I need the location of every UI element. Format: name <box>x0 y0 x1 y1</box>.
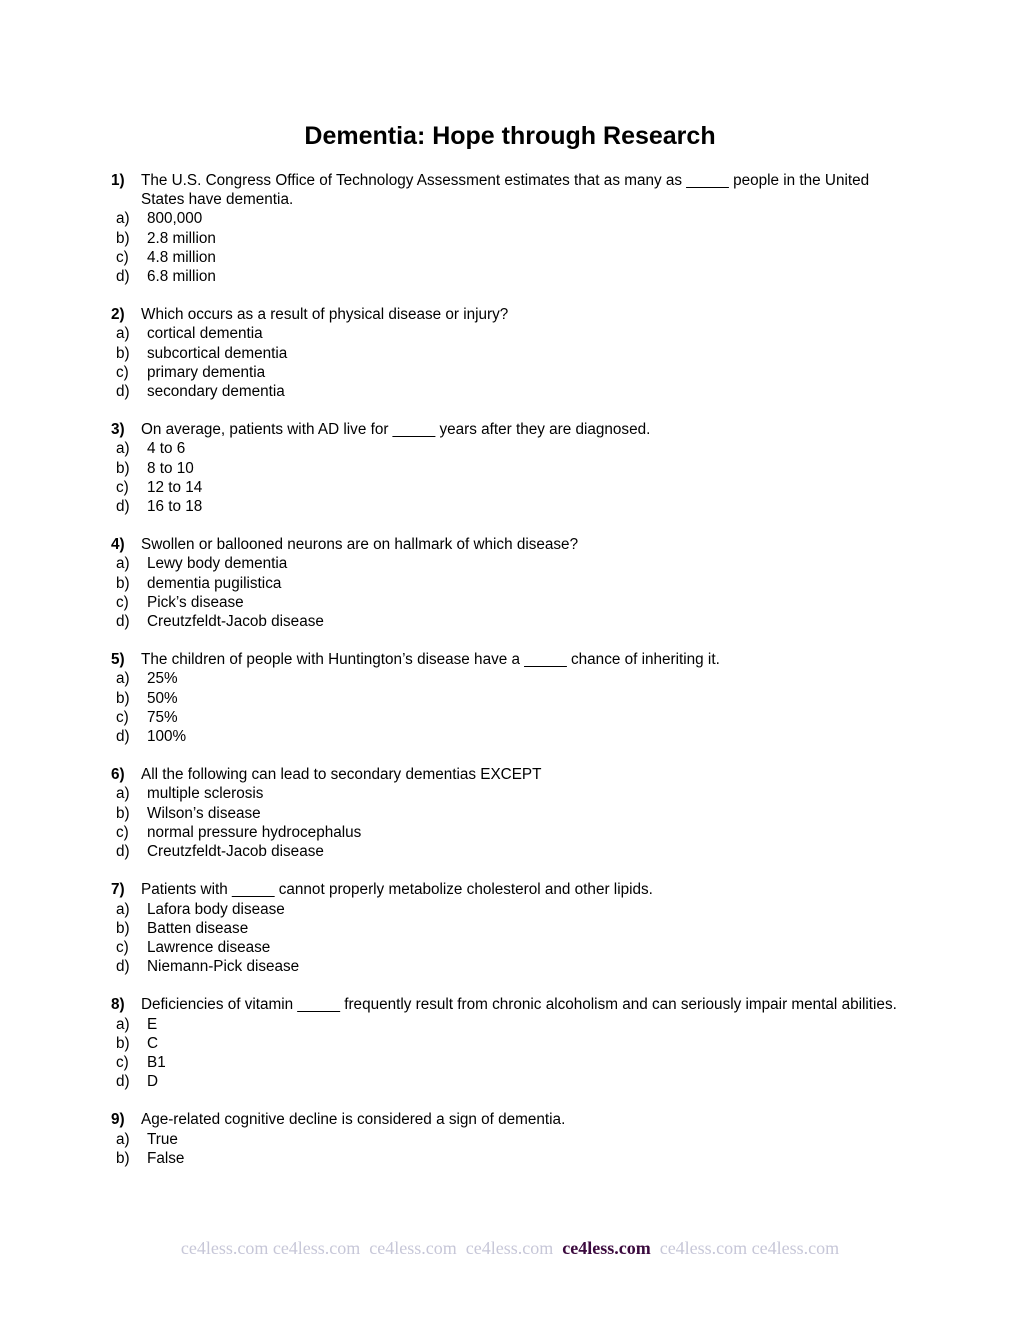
option-text: 16 to 18 <box>147 498 203 516</box>
option-text: B1 <box>147 1053 166 1071</box>
option-letter: c) <box>116 708 129 726</box>
option-letter: d) <box>116 498 130 516</box>
option-text: Pick’s disease <box>147 593 244 611</box>
option-text: C <box>147 1034 159 1052</box>
answer-option <box>111 229 911 248</box>
footer-main-link[interactable]: ce4less.com <box>562 1238 651 1258</box>
option-letter: c) <box>116 938 129 956</box>
page-title: Dementia: Hope through Research <box>304 122 716 150</box>
answer-option <box>111 727 911 746</box>
option-text: 8 to 10 <box>147 459 194 477</box>
question-number: 1) <box>111 172 125 189</box>
answer-option <box>111 784 911 803</box>
answer-option <box>111 554 911 573</box>
option-text: multiple sclerosis <box>147 785 264 803</box>
option-letter: d) <box>116 383 130 401</box>
answer-option <box>111 612 911 631</box>
question-text: The children of people with Huntington’s disease have a _____ chance of inheriting it. <box>141 651 720 669</box>
question-number: 8) <box>111 996 125 1014</box>
option-text: 4 to 6 <box>147 440 186 458</box>
footer-link[interactable]: ce4less.com <box>659 1238 748 1258</box>
option-text: Creutzfeldt-Jacob disease <box>147 843 324 861</box>
option-letter: a) <box>116 555 130 573</box>
question-text: Deficiencies of vitamin _____ frequently result from chronic alcoholism and can seriously impair mental abilities. <box>141 996 897 1014</box>
option-text: 800,000 <box>147 210 203 228</box>
answer-option <box>111 957 911 976</box>
answer-option <box>111 842 911 861</box>
option-letter: c) <box>116 248 129 266</box>
answer-option <box>111 804 911 823</box>
option-letter: c) <box>116 823 129 841</box>
option-letter: d) <box>116 1073 130 1091</box>
question-text: Patients with _____ cannot properly metabolize cholesterol and other lipids. <box>141 881 653 899</box>
question-list <box>111 171 911 1187</box>
option-text: 75% <box>147 708 178 726</box>
option-letter: b) <box>116 1034 130 1052</box>
footer-links <box>0 1238 1020 1259</box>
option-text: False <box>147 1149 185 1167</box>
question-number: 5) <box>111 651 125 669</box>
option-text: primary dementia <box>147 363 266 381</box>
option-letter: c) <box>116 478 129 496</box>
footer-link[interactable]: ce4less.com <box>369 1238 457 1258</box>
answer-option <box>111 1072 911 1091</box>
answer-option <box>111 919 911 938</box>
option-text: 4.8 million <box>147 248 216 266</box>
option-letter: b) <box>116 574 130 592</box>
answer-option <box>111 267 911 286</box>
answer-option <box>111 593 911 612</box>
option-text: 12 to 14 <box>147 478 203 496</box>
option-letter: a) <box>116 440 130 458</box>
option-text: Lafora body disease <box>147 900 285 918</box>
answer-option <box>111 209 911 228</box>
option-letter: a) <box>116 1130 130 1148</box>
answer-option <box>111 1130 911 1149</box>
answer-option <box>111 1053 911 1072</box>
option-letter: d) <box>116 728 130 746</box>
option-text: E <box>147 1015 158 1033</box>
option-letter: b) <box>116 1149 130 1167</box>
question-4 <box>111 535 911 631</box>
question-number: 4) <box>111 536 125 554</box>
question-text: On average, patients with AD live for _____ years after they are diagnosed. <box>141 421 651 439</box>
option-letter: a) <box>116 1015 130 1033</box>
answer-option <box>111 1034 911 1053</box>
answer-option <box>111 478 911 497</box>
answer-option <box>111 344 911 363</box>
question-1 <box>111 171 911 286</box>
question-text: Swollen or ballooned neurons are on hallmark of which disease? <box>141 536 579 554</box>
option-text: Creutzfeldt-Jacob disease <box>147 613 324 631</box>
footer-link[interactable]: ce4less.com <box>465 1238 554 1258</box>
option-text: 100% <box>147 728 187 746</box>
answer-option <box>111 689 911 708</box>
option-text: 25% <box>147 670 178 688</box>
option-letter: c) <box>116 1053 129 1071</box>
answer-option <box>111 248 911 267</box>
option-letter: d) <box>116 613 130 631</box>
answer-option <box>111 324 911 343</box>
question-number: 9) <box>111 1111 125 1129</box>
option-text: 2.8 million <box>147 229 216 247</box>
option-letter: a) <box>116 785 130 803</box>
option-letter: d) <box>116 843 130 861</box>
answer-option <box>111 823 911 842</box>
option-text: Niemann-Pick disease <box>147 958 300 976</box>
option-text: True <box>147 1130 178 1148</box>
question-text: The U.S. Congress Office of Technology Assessment estimates that as many as _____ people in the United States have dementia. <box>141 172 870 209</box>
question-number: 6) <box>111 766 125 784</box>
footer-link[interactable]: ce4less.com <box>272 1238 361 1258</box>
question-text: All the following can lead to secondary dementias EXCEPT <box>141 766 542 784</box>
question-9 <box>111 1110 911 1168</box>
option-letter: a) <box>116 670 130 688</box>
question-number: 2) <box>111 306 125 324</box>
option-text: cortical dementia <box>147 325 263 343</box>
answer-option <box>111 363 911 382</box>
question-2 <box>111 305 911 401</box>
answer-option <box>111 1149 911 1168</box>
answer-option <box>111 497 911 516</box>
option-letter: b) <box>116 689 130 707</box>
option-text: 6.8 million <box>147 268 216 286</box>
footer-link[interactable]: ce4less.com <box>180 1238 269 1258</box>
answer-option <box>111 382 911 401</box>
option-text: 50% <box>147 689 178 707</box>
option-letter: c) <box>116 363 129 381</box>
option-letter: d) <box>116 268 130 286</box>
answer-option <box>111 459 911 478</box>
question-8 <box>111 995 911 1091</box>
option-text: Lawrence disease <box>147 938 271 956</box>
option-letter: a) <box>116 325 130 343</box>
footer-link[interactable]: ce4less.com <box>751 1238 840 1258</box>
option-text: Batten disease <box>147 919 249 937</box>
option-text: secondary dementia <box>147 383 285 401</box>
option-text: Wilson’s disease <box>147 804 261 822</box>
option-letter: b) <box>116 344 130 362</box>
option-letter: d) <box>116 958 130 976</box>
option-letter: c) <box>116 593 129 611</box>
question-5 <box>111 650 911 746</box>
question-number: 7) <box>111 881 125 899</box>
answer-option <box>111 669 911 688</box>
option-letter: b) <box>116 919 130 937</box>
answer-option <box>111 1015 911 1034</box>
option-text: D <box>147 1073 159 1091</box>
answer-option <box>111 439 911 458</box>
answer-option <box>111 938 911 957</box>
option-text: normal pressure hydrocephalus <box>147 823 362 841</box>
question-text: Which occurs as a result of physical disease or injury? <box>141 306 509 324</box>
answer-option <box>111 574 911 593</box>
question-number: 3) <box>111 421 125 439</box>
option-letter: b) <box>116 804 130 822</box>
option-text: Lewy body dementia <box>147 555 288 573</box>
option-text: dementia pugilistica <box>147 574 282 592</box>
answer-option <box>111 900 911 919</box>
option-letter: b) <box>116 459 130 477</box>
option-text: subcortical dementia <box>147 344 288 362</box>
option-letter: a) <box>116 210 130 228</box>
option-letter: b) <box>116 229 130 247</box>
option-letter: a) <box>116 900 130 918</box>
answer-option <box>111 708 911 727</box>
question-text: Age-related cognitive decline is considered a sign of dementia. <box>141 1111 566 1129</box>
question-6 <box>111 765 911 861</box>
question-7 <box>111 880 911 976</box>
question-3 <box>111 420 911 516</box>
